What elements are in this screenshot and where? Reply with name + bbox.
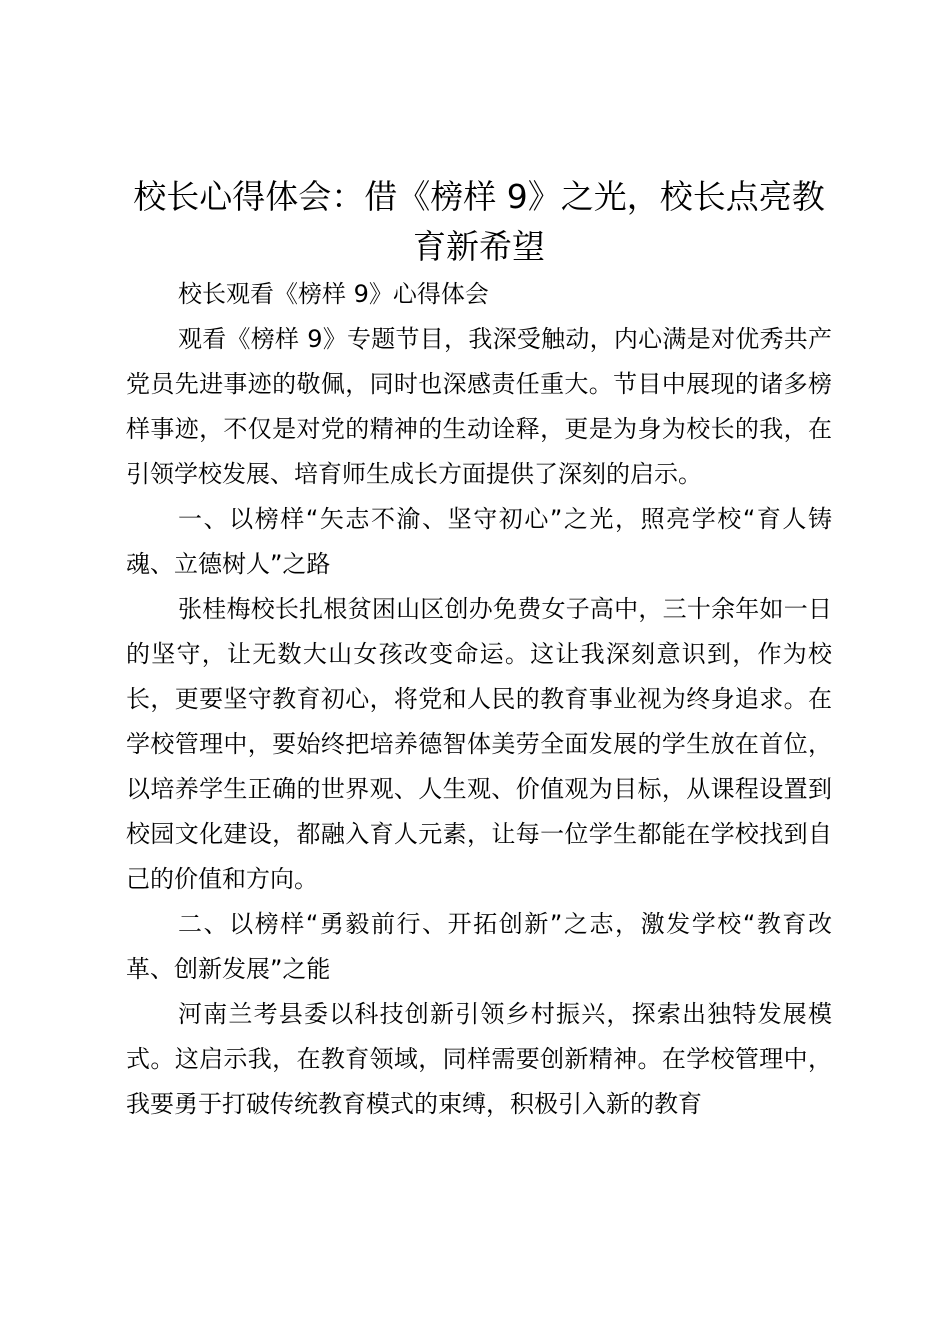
- document-page: [126, 172, 832, 1127]
- paragraph-section-1: 张桂梅校长扎根贫困山区创办免费女子高中，三十余年如一日的坚守，让无数大山女孩改变命运。这让我深刻意识到，作为校长，更要坚守教育初心，将党和人民的教育事业视为终身追求。在学校管理中，要始终把培养德智体美劳全面发展的学生放在首位，以培养学生正确的世界观、人生观、价值观为目标，从课程设置到校园文化建设，都融入育人元素，让每一位学生都能在学校找到自己的价值和方向。: [126, 595, 832, 893]
- document-title: 校长心得体会：借《榜样 9》之光，校长点亮教育新希望: [133, 177, 825, 266]
- paragraph-section-2: 河南兰考县委以科技创新引领乡村振兴，探索出独特发展模式。这启示我，在教育领域，同样需要创新精神。在学校管理中，我要勇于打破传统教育模式的束缚，积极引入新的教育: [126, 1000, 832, 1118]
- section-heading-2: 二、以榜样“勇毅前行、开拓创新”之志，激发学校“教育改革、创新发展”之能: [126, 910, 832, 983]
- paragraph-intro: 观看《榜样 9》专题节目，我深受触动，内心满是对优秀共产党员先进事迹的敬佩，同时也深感责任重大。节目中展现的诸多榜样事迹，不仅是对党的精神的生动诠释，更是为身为校长的我，在引领学校发展、培育师生成长方面提供了深刻的启示。: [126, 325, 832, 488]
- document-subtitle: 校长观看《榜样 9》心得体会: [178, 280, 489, 308]
- section-heading-1: 一、以榜样“矢志不渝、坚守初心”之光，照亮学校“育人铸魂、立德树人”之路: [126, 505, 832, 578]
